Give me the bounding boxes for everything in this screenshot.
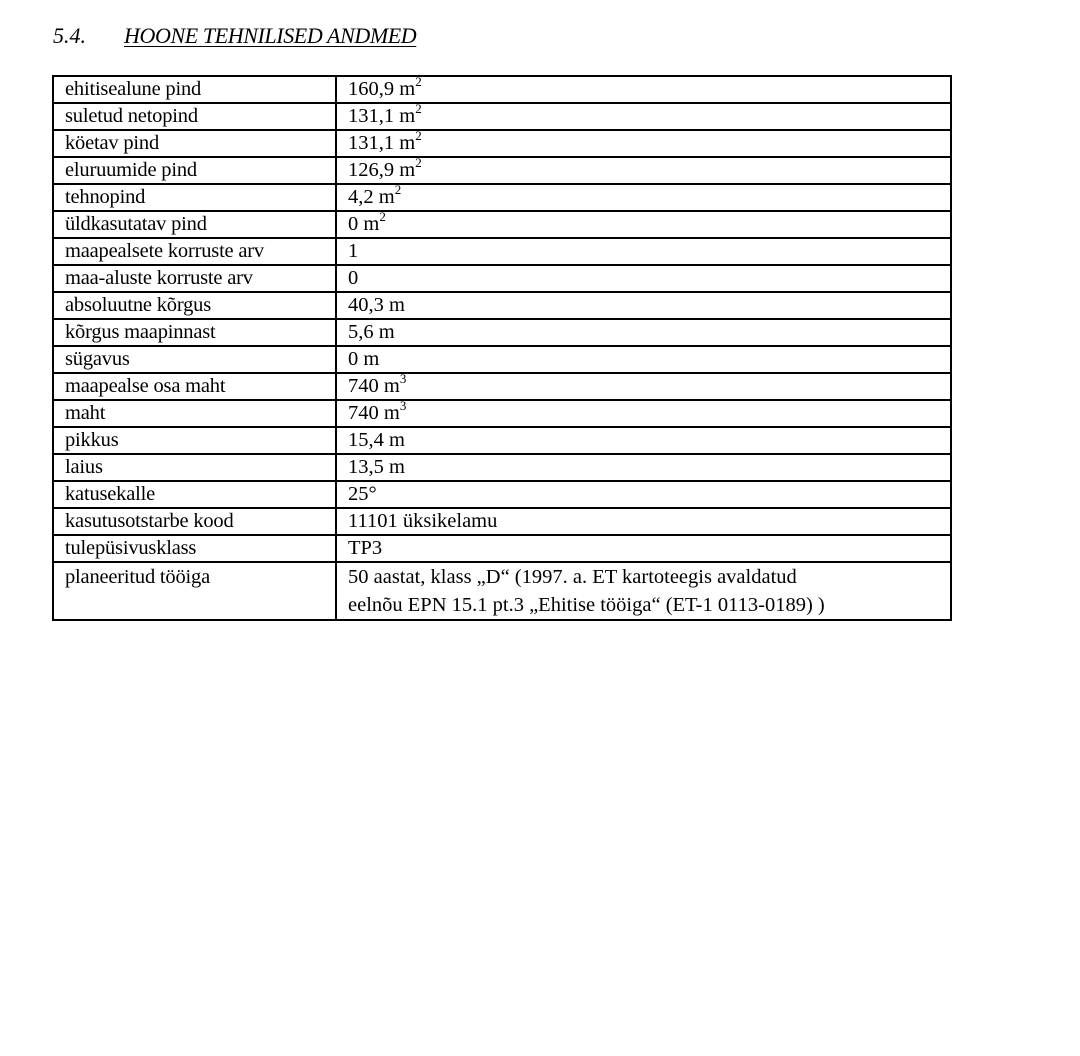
table-row (53, 103, 951, 130)
row-label: ehitisealune pind (53, 76, 336, 103)
table-row (53, 130, 951, 157)
row-value-text: 0 m (348, 348, 380, 370)
row-label: maa-aluste korruste arv (53, 265, 336, 292)
row-value (336, 76, 951, 103)
row-value-text: 740 m (348, 402, 400, 424)
row-value-text: 13,5 m (348, 456, 405, 478)
section-title: HOONE TEHNILISED ANDMED (124, 23, 417, 48)
row-value (336, 346, 951, 373)
unit-exponent: 2 (415, 103, 422, 117)
row-value (336, 184, 951, 211)
unit-exponent: 2 (415, 130, 422, 144)
row-label: laius (53, 454, 336, 481)
row-value-line-1: 50 aastat, klass „D“ (1997. a. ET kartoteegis avaldatud (348, 566, 797, 588)
row-value-text: TP3 (348, 537, 383, 559)
row-value (336, 454, 951, 481)
table-row (53, 184, 951, 211)
unit-exponent: 3 (399, 373, 407, 387)
table-row (53, 76, 951, 103)
table-row (53, 454, 951, 481)
unit-exponent: 3 (399, 400, 407, 414)
row-value-text: 40,3 m (348, 294, 405, 316)
row-value (336, 157, 951, 184)
row-label: katusekalle (53, 481, 336, 508)
row-value-text: 131,1 m (348, 132, 416, 154)
row-label: eluruumide pind (53, 157, 336, 184)
row-value (336, 292, 951, 319)
section-heading (53, 22, 416, 50)
table-row (53, 373, 951, 400)
row-value (336, 103, 951, 130)
section-number: 5.4. (53, 23, 86, 48)
unit-exponent: 2 (415, 157, 422, 171)
row-label: üldkasutatav pind (53, 211, 336, 238)
row-label: köetav pind (53, 130, 336, 157)
row-value-text: 15,4 m (348, 429, 405, 451)
row-label: absoluutne kõrgus (53, 292, 336, 319)
table-row (53, 319, 951, 346)
row-value-line-2: eelnõu EPN 15.1 pt.3 „Ehitise tööiga“ (ET-1 0113-0189) ) (348, 594, 825, 616)
row-value (336, 481, 951, 508)
table-row (53, 481, 951, 508)
row-value (336, 562, 951, 620)
row-value (336, 400, 951, 427)
table-row (53, 427, 951, 454)
row-value (336, 211, 951, 238)
technical-data-table-body (53, 76, 951, 620)
row-label: tulepüsivusklass (53, 535, 336, 562)
row-value-text: 25° (348, 483, 377, 505)
row-value-text: 0 m (348, 213, 380, 235)
row-value-text: 126,9 m (348, 159, 416, 181)
row-value-text: 131,1 m (348, 105, 416, 127)
table-row (53, 346, 951, 373)
unit-exponent: 2 (415, 76, 422, 90)
row-value (336, 238, 951, 265)
row-value-text: 11101 üksikelamu (348, 510, 498, 532)
row-label: maht (53, 400, 336, 427)
row-value-text: 1 (348, 240, 359, 262)
technical-data-table (52, 75, 952, 621)
row-value (336, 265, 951, 292)
row-value-text: 4,2 m (348, 186, 395, 208)
row-label: sügavus (53, 346, 336, 373)
row-label: maapealse osa maht (53, 373, 336, 400)
row-label: planeeritud tööiga (53, 562, 336, 620)
row-value-text: 5,6 m (348, 321, 395, 343)
row-value (336, 130, 951, 157)
row-value (336, 319, 951, 346)
table-row-planned-lifetime (53, 562, 951, 620)
row-value (336, 535, 951, 562)
row-label: maapealsete korruste arv (53, 238, 336, 265)
row-value-text: 740 m (348, 375, 400, 397)
table-row (53, 238, 951, 265)
table-row (53, 292, 951, 319)
row-label: suletud netopind (53, 103, 336, 130)
table-row (53, 157, 951, 184)
row-value-text: 160,9 m (348, 78, 416, 100)
unit-exponent: 2 (394, 184, 402, 198)
row-value (336, 373, 951, 400)
row-label: kõrgus maapinnast (53, 319, 336, 346)
table-row (53, 508, 951, 535)
table-row (53, 535, 951, 562)
row-label: tehnopind (53, 184, 336, 211)
row-value-text: 0 (348, 267, 359, 289)
row-value (336, 508, 951, 535)
table-row (53, 265, 951, 292)
row-label: pikkus (53, 427, 336, 454)
table-row (53, 211, 951, 238)
row-label: kasutusotstarbe kood (53, 508, 336, 535)
table-row (53, 400, 951, 427)
row-value (336, 427, 951, 454)
unit-exponent: 2 (379, 211, 386, 225)
